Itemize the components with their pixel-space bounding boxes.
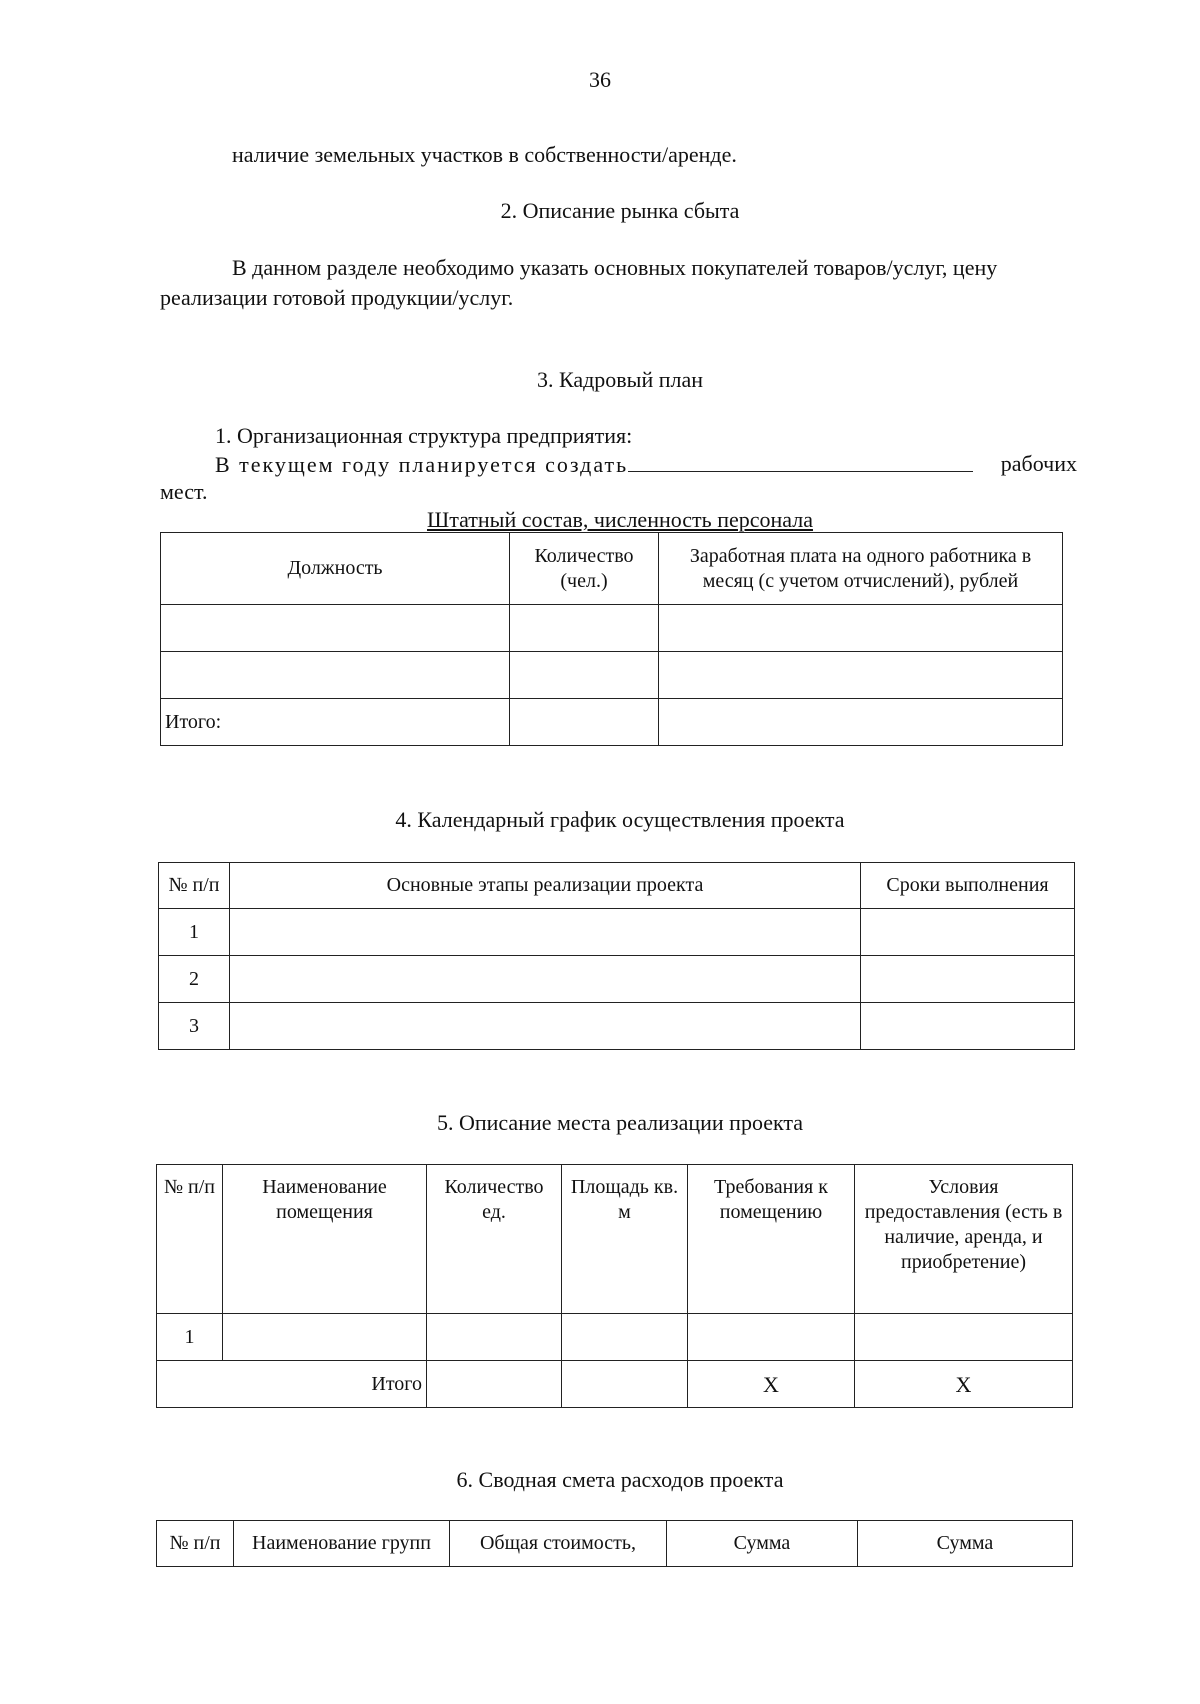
staff-cell[interactable] bbox=[659, 605, 1063, 652]
premises-header-conditions: Условия предоставления (есть в наличие, аренда, и приобретение) bbox=[855, 1165, 1073, 1314]
premises-total-x-conditions: X bbox=[855, 1361, 1073, 1408]
premises-table bbox=[156, 1164, 1073, 1408]
staff-table bbox=[160, 532, 1063, 746]
premises-header-area: Площадь кв. м bbox=[562, 1165, 688, 1314]
budget-table bbox=[156, 1520, 1073, 1567]
staff-cell[interactable] bbox=[510, 652, 659, 699]
premises-cell[interactable] bbox=[427, 1361, 562, 1408]
section3-plan-line bbox=[215, 451, 1077, 478]
staff-cell[interactable] bbox=[161, 605, 510, 652]
staff-header-salary: Заработная плата на одного работника в месяц (с учетом отчислений), рублей bbox=[659, 533, 1063, 605]
budget-header-num: № п/п bbox=[157, 1521, 234, 1567]
plan-suffix: рабочих bbox=[1000, 451, 1077, 476]
schedule-cell[interactable] bbox=[861, 956, 1075, 1003]
staff-cell[interactable] bbox=[510, 605, 659, 652]
table-row bbox=[161, 652, 1063, 699]
staff-cell[interactable] bbox=[659, 699, 1063, 746]
premises-header-requirements: Требования к помещению bbox=[688, 1165, 855, 1314]
premises-cell[interactable] bbox=[562, 1314, 688, 1361]
staff-cell[interactable] bbox=[659, 652, 1063, 699]
staff-header-position: Должность bbox=[161, 533, 510, 605]
schedule-header-num: № п/п bbox=[159, 863, 230, 909]
table-row bbox=[159, 1003, 1075, 1050]
section3-item1: 1. Организационная структура предприятия: bbox=[215, 423, 633, 448]
budget-header-sum1: Сумма bbox=[667, 1521, 858, 1567]
premises-cell[interactable] bbox=[427, 1314, 562, 1361]
table-row bbox=[157, 1314, 1073, 1361]
premises-cell[interactable] bbox=[688, 1314, 855, 1361]
schedule-cell[interactable] bbox=[230, 909, 861, 956]
section2-text-line2: реализации готовой продукции/услуг. bbox=[160, 285, 514, 310]
table-row bbox=[161, 699, 1063, 746]
table-row bbox=[161, 605, 1063, 652]
premises-total-x-requirements: X bbox=[688, 1361, 855, 1408]
schedule-header-stages: Основные этапы реализации проекта bbox=[230, 863, 861, 909]
staff-header-count: Количество (чел.) bbox=[510, 533, 659, 605]
section2-title: 2. Описание рынка сбыта bbox=[500, 198, 740, 223]
schedule-cell[interactable] bbox=[861, 909, 1075, 956]
staff-cell[interactable] bbox=[510, 699, 659, 746]
plan-prefix: В текущем году планируется создать bbox=[215, 452, 629, 477]
budget-header-total: Общая стоимость, bbox=[450, 1521, 667, 1567]
table-row bbox=[159, 956, 1075, 1003]
intro-line: наличие земельных участков в собственности/аренде. bbox=[232, 142, 737, 167]
premises-cell[interactable] bbox=[562, 1361, 688, 1408]
plan-count-field[interactable] bbox=[628, 451, 973, 472]
schedule-cell[interactable] bbox=[230, 956, 861, 1003]
staff-total-label: Итого: bbox=[161, 699, 510, 746]
staff-table-caption: Штатный состав, численность персонала bbox=[427, 507, 813, 532]
table-row bbox=[157, 1361, 1073, 1408]
schedule-cell[interactable] bbox=[861, 1003, 1075, 1050]
schedule-cell[interactable] bbox=[230, 1003, 861, 1050]
schedule-table bbox=[158, 862, 1075, 1050]
schedule-row-num: 1 bbox=[159, 909, 230, 956]
premises-cell[interactable] bbox=[855, 1314, 1073, 1361]
budget-header-sum2: Сумма bbox=[858, 1521, 1073, 1567]
premises-header-num: № п/п bbox=[157, 1165, 223, 1314]
budget-header-group: Наименование групп bbox=[234, 1521, 450, 1567]
section6-title: 6. Сводная смета расходов проекта bbox=[456, 1467, 784, 1492]
premises-row-num: 1 bbox=[157, 1314, 223, 1361]
schedule-row-num: 3 bbox=[159, 1003, 230, 1050]
staff-cell[interactable] bbox=[161, 652, 510, 699]
schedule-row-num: 2 bbox=[159, 956, 230, 1003]
premises-total-label: Итого bbox=[157, 1361, 427, 1408]
premises-cell[interactable] bbox=[223, 1314, 427, 1361]
premises-header-name: Наименование помещения bbox=[223, 1165, 427, 1314]
section5-title: 5. Описание места реализации проекта bbox=[436, 1110, 804, 1135]
section3-title: 3. Кадровый план bbox=[536, 367, 704, 392]
page-number: 36 bbox=[589, 67, 611, 92]
section2-text-line1: В данном разделе необходимо указать основных покупателей товаров/услуг, цену bbox=[232, 255, 998, 280]
section3-plan-line2: мест. bbox=[160, 479, 208, 504]
table-row bbox=[159, 909, 1075, 956]
schedule-header-deadline: Сроки выполнения bbox=[861, 863, 1075, 909]
premises-header-quantity: Количество ед. bbox=[427, 1165, 562, 1314]
section4-title: 4. Календарный график осуществления проекта bbox=[395, 807, 845, 832]
